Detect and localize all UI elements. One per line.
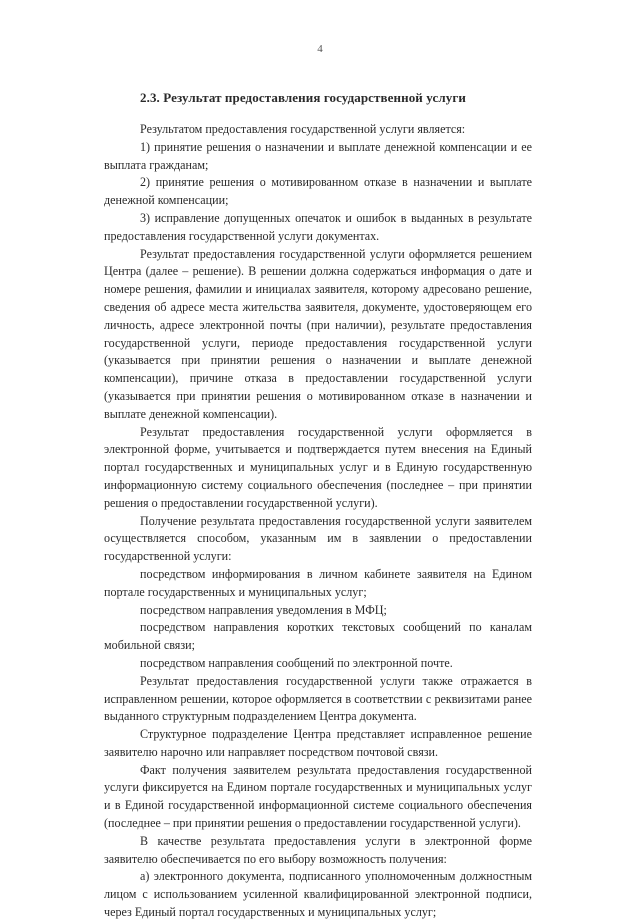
section-title: 2.3. Результат предоставления государственной услуги [140, 90, 466, 105]
paragraph: а) электронного документа, подписанного уполномоченным должностным лицом с использованием усиленной квалифицированной электронной подписи, через Единый портал государственных и муниципальных услуг; [104, 869, 532, 920]
paragraph: Факт получения заявителем результата предоставления государственной услуги фиксируется на Едином портале государственных и муниципальных услуг и в Единой государственной информационной системе социального обеспечения (последнее – при принятии решения о предоставлении государственной услуги). [104, 762, 532, 831]
paragraph: Результат предоставления государственной услуги оформляется решением Центра (далее – решение). В решении должна содержаться информация о дате и номере решения, фамилии и инициалах заявителя, которому адресовано решение, сведения об адресе места жительства заявителя, документе, удостоверяющем его личность, адресе электронной почты (при наличии), результате предоставления государственной услуги, периоде предоставления государственной услуги (указывается при принятии решения о назначении и выплате денежной компенсации), причине отказа в предоставлении государственной услуги (указывается при принятии решения о мотивированном отказе в назначении и выплате денежной компенсации). [104, 246, 532, 421]
paragraph: посредством направления коротких текстовых сообщений по каналам мобильной связи; [104, 620, 532, 653]
page-number: 4 [317, 43, 323, 55]
paragraph: Результат предоставления государственной услуги оформляется в электронной форме, учитывается и подтверждается путем внесения на Единый портал государственных и муниципальных услуг и в Единую государственную информационную систему социального обеспечения (последнее – при принятии решения о предоставлении государственной услуги). [104, 424, 532, 510]
paragraph: 2) принятие решения о мотивированном отказе в назначении и выплате денежной компенсации; [104, 175, 532, 208]
paragraph: посредством направления уведомления в МФЦ; [140, 602, 387, 617]
paragraph: 3) исправление допущенных опечаток и ошибок в выданных в результате предоставления государственной услуги документах. [104, 210, 532, 243]
paragraph: Структурное подразделение Центра представляет исправленное решение заявителю нарочно или направляет посредством почтовой связи. [104, 727, 532, 759]
paragraph: В качестве результата предоставления услуги в электронной форме заявителю обеспечивается по его выбору возможность получения: [104, 833, 532, 866]
paragraph: посредством информирования в личном кабинете заявителя на Едином портале государственных и муниципальных услуг; [104, 566, 532, 599]
paragraph: Результат предоставления государственной услуги также отражается в исправленном решении, которое оформляется в соответствии с реквизитами ранее выданного структурным подразделением Центра документа. [104, 673, 532, 724]
paragraph: 1) принятие решения о назначении и выплате денежной компенсации и ее выплата гражданам; [104, 139, 532, 172]
document-body [104, 121, 532, 922]
paragraph: Получение результата предоставления государственной услуги заявителем осуществляется способом, указанным им в заявлении о предоставлении государственной услуги: [104, 513, 532, 564]
paragraph: Результатом предоставления государственной услуги является: [140, 122, 466, 136]
paragraph: посредством направления сообщений по электронной почте. [140, 655, 453, 670]
